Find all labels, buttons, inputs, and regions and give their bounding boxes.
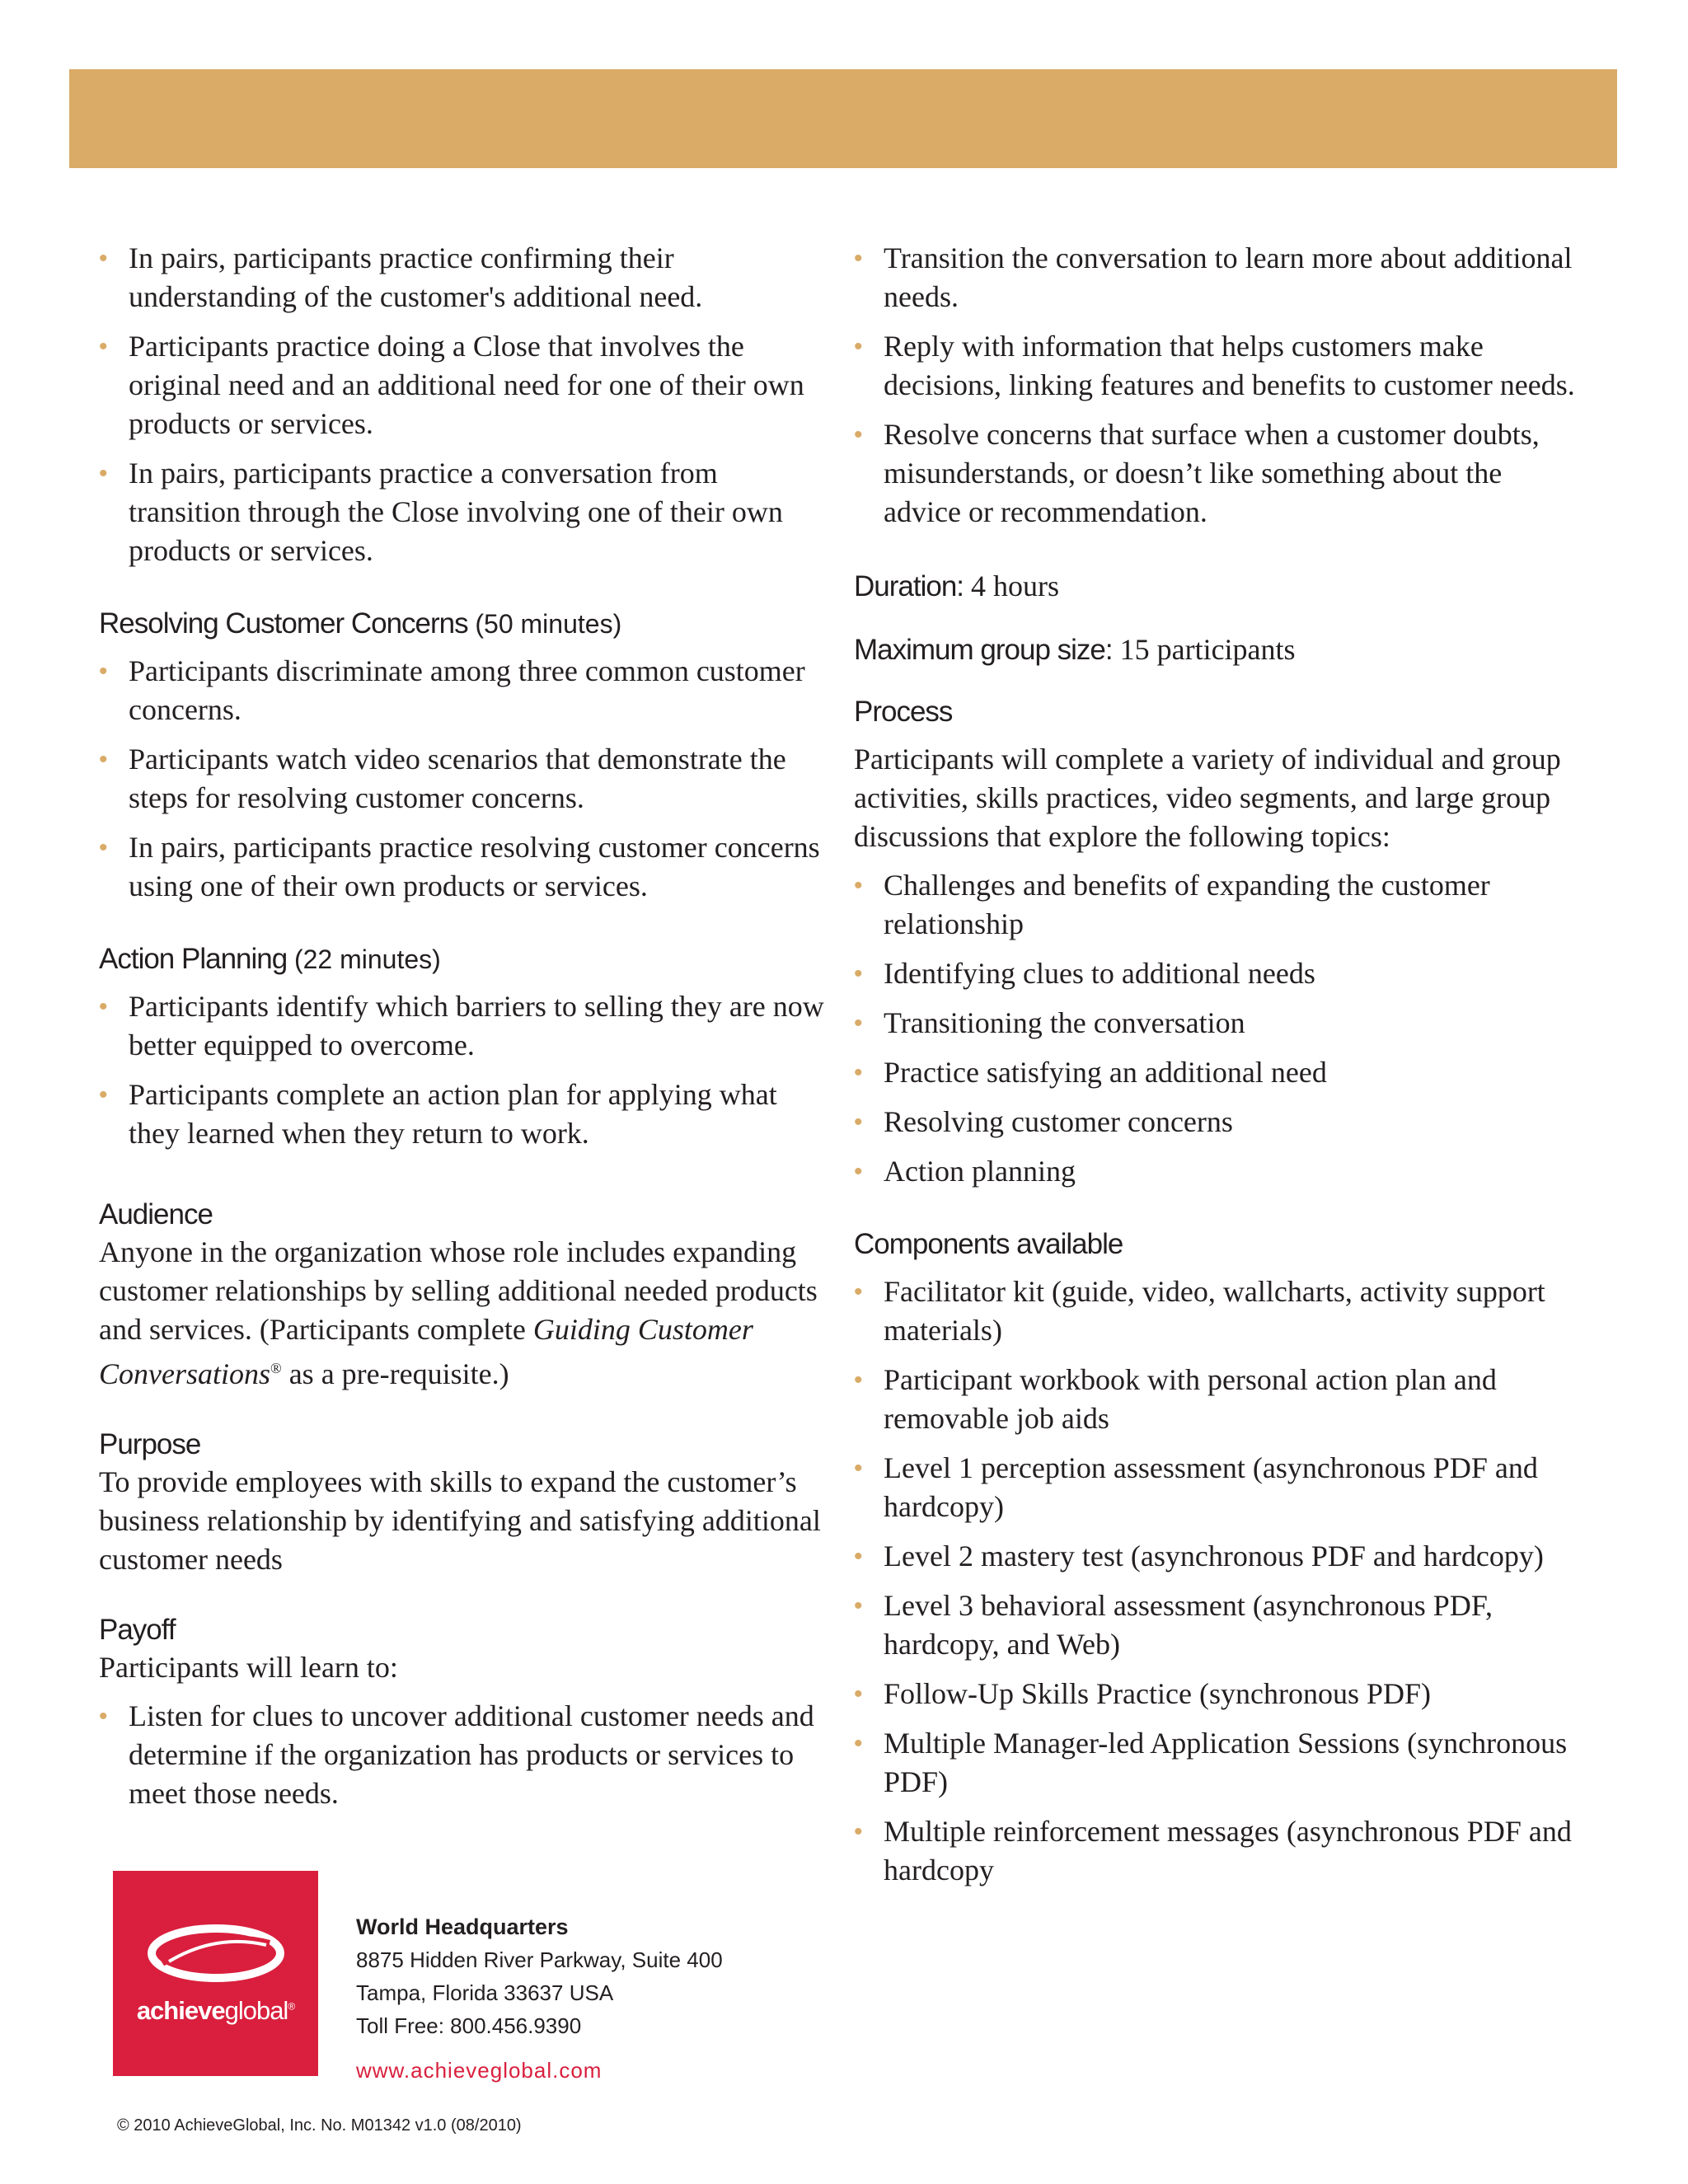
process-text: Participants will complete a variety of individual and group activities, skills practices, video segments, and large group discussions that explore the following topics: (854, 743, 1561, 853)
list-item: • Follow-Up Skills Practice (synchronous PDF) (854, 1675, 1579, 1713)
payoff-bullets (99, 1697, 824, 1813)
bullet-icon: • (854, 1108, 863, 1136)
list-item: • Reply with information that helps customers make decisions, linking features and benefits to customer needs. (854, 327, 1579, 405)
intro-bullets-left (99, 239, 824, 570)
bullet-icon: • (854, 1366, 863, 1394)
bullet-icon: • (854, 872, 863, 899)
intro-bullets-right (854, 239, 1579, 532)
list-item: • In pairs, participants practice resolving customer concerns using one of their own products or services. (99, 828, 824, 906)
list-item: • In pairs, participants practice a conversation from transition through the Close involving one of their own products or services. (99, 454, 824, 570)
bullet-icon: • (99, 1081, 108, 1108)
list-item: • Resolve concerns that surface when a customer doubts, misunderstands, or doesn’t like something about the advice or recommendation. (854, 415, 1579, 532)
bullet-icon: • (99, 460, 108, 487)
list-item: • Challenges and benefits of expanding the customer relationship (854, 866, 1579, 944)
components-heading: Components available (854, 1228, 1123, 1260)
list-item: • Resolving customer concerns (854, 1103, 1579, 1141)
bullet-icon: • (854, 1680, 863, 1708)
bullet-icon: • (99, 746, 108, 773)
hq-tollfree: Toll Free: 800.456.9390 (356, 2013, 582, 2038)
headquarters-block (356, 1910, 785, 2087)
bullet-icon: • (854, 1730, 863, 1757)
list-item: • Facilitator kit (guide, video, wallcharts, activity support materials) (854, 1272, 1579, 1350)
hq-title: World Headquarters (356, 1915, 569, 1939)
hq-address-line2: Tampa, Florida 33637 USA (356, 1980, 614, 2005)
purpose-heading: Purpose (99, 1428, 201, 1460)
action-bullets (99, 987, 824, 1153)
bullet-icon: • (854, 1543, 863, 1570)
list-item: • Multiple Manager-led Application Sessions (synchronous PDF) (854, 1724, 1579, 1802)
resolving-bullets (99, 652, 824, 906)
header-band (69, 69, 1617, 168)
right-column (854, 239, 1579, 1900)
action-heading: Action Planning (22 minutes) (99, 943, 441, 975)
list-item: • Participants watch video scenarios that demonstrate the steps for resolving customer concerns. (99, 740, 824, 818)
bullet-icon: • (99, 1703, 108, 1730)
purpose-text: To provide employees with skills to expand the customer’s business relationship by identifying and satisfying additional customer needs (99, 1465, 821, 1576)
list-item: • In pairs, participants practice confirming their understanding of the customer's additional need. (99, 239, 824, 316)
bullet-icon: • (854, 1818, 863, 1845)
bullet-icon: • (854, 1592, 863, 1619)
website-link[interactable]: www.achieveglobal.com (356, 2058, 603, 2083)
list-item: • Practice satisfying an additional need (854, 1053, 1579, 1092)
payoff-text: Participants will learn to: (99, 1651, 398, 1684)
list-item: • Transition the conversation to learn more about additional needs. (854, 239, 1579, 316)
resolving-heading: Resolving Customer Concerns (50 minutes) (99, 607, 622, 640)
bullet-icon: • (99, 333, 108, 360)
bullet-icon: • (854, 1158, 863, 1185)
process-heading: Process (854, 696, 953, 728)
bullet-icon: • (99, 834, 108, 861)
achieveglobal-logo (113, 1871, 318, 2076)
audience-heading: Audience (99, 1198, 213, 1230)
bullet-icon: • (854, 245, 863, 272)
list-item: • Participants complete an action plan for applying what they learned when they return to work. (99, 1076, 824, 1153)
list-item: • Participants practice doing a Close that involves the original need and an additional need for one of their own products or services. (99, 327, 824, 443)
bullet-icon: • (854, 333, 863, 360)
payoff-heading: Payoff (99, 1614, 176, 1646)
duration-line: Duration: 4 hours (854, 569, 1060, 602)
bullet-icon: • (854, 1278, 863, 1305)
list-item: • Level 2 mastery test (asynchronous PDF and hardcopy) (854, 1537, 1579, 1576)
left-column (99, 239, 824, 1824)
bullet-icon: • (99, 993, 108, 1020)
bullet-icon: • (854, 1059, 863, 1086)
bullet-icon: • (99, 245, 108, 272)
audience-text: Anyone in the organization whose role includes expanding customer relationships by selling additional needed products and services. (Participants complete Guiding Customer Conversations® as a pre-requisite.) (99, 1235, 818, 1390)
list-item: • Action planning (854, 1152, 1579, 1191)
list-item: • Identifying clues to additional needs (854, 954, 1579, 993)
copyright-notice: © 2010 AchieveGlobal, Inc. No. M01342 v1.0 (08/2010) (117, 2116, 522, 2135)
list-item: • Transitioning the conversation (854, 1004, 1579, 1043)
list-item: • Multiple reinforcement messages (asynchronous PDF and hardcopy (854, 1812, 1579, 1890)
list-item: • Level 1 perception assessment (asynchronous PDF and hardcopy) (854, 1449, 1579, 1526)
process-bullets (854, 866, 1579, 1191)
list-item: • Participants identify which barriers to selling they are now better equipped to overcome. (99, 987, 824, 1065)
list-item: • Participants discriminate among three common customer concerns. (99, 652, 824, 729)
logo-wordmark: achieveglobal® (136, 1996, 295, 2025)
list-item: • Level 3 behavioral assessment (asynchronous PDF, hardcopy, and Web) (854, 1586, 1579, 1664)
list-item: • Participant workbook with personal action plan and removable job aids (854, 1361, 1579, 1438)
bullet-icon: • (854, 1455, 863, 1482)
hq-address-line1: 8875 Hidden River Parkway, Suite 400 (356, 1947, 723, 1972)
list-item: • Listen for clues to uncover additional customer needs and determine if the organization has products or services to meet those needs. (99, 1697, 824, 1813)
swoosh-icon (146, 1920, 286, 1986)
group-size-line: Maximum group size: 15 participants (854, 633, 1296, 666)
components-bullets (854, 1272, 1579, 1890)
bullet-icon: • (99, 658, 108, 685)
bullet-icon: • (854, 421, 863, 448)
bullet-icon: • (854, 960, 863, 987)
bullet-icon: • (854, 1010, 863, 1037)
